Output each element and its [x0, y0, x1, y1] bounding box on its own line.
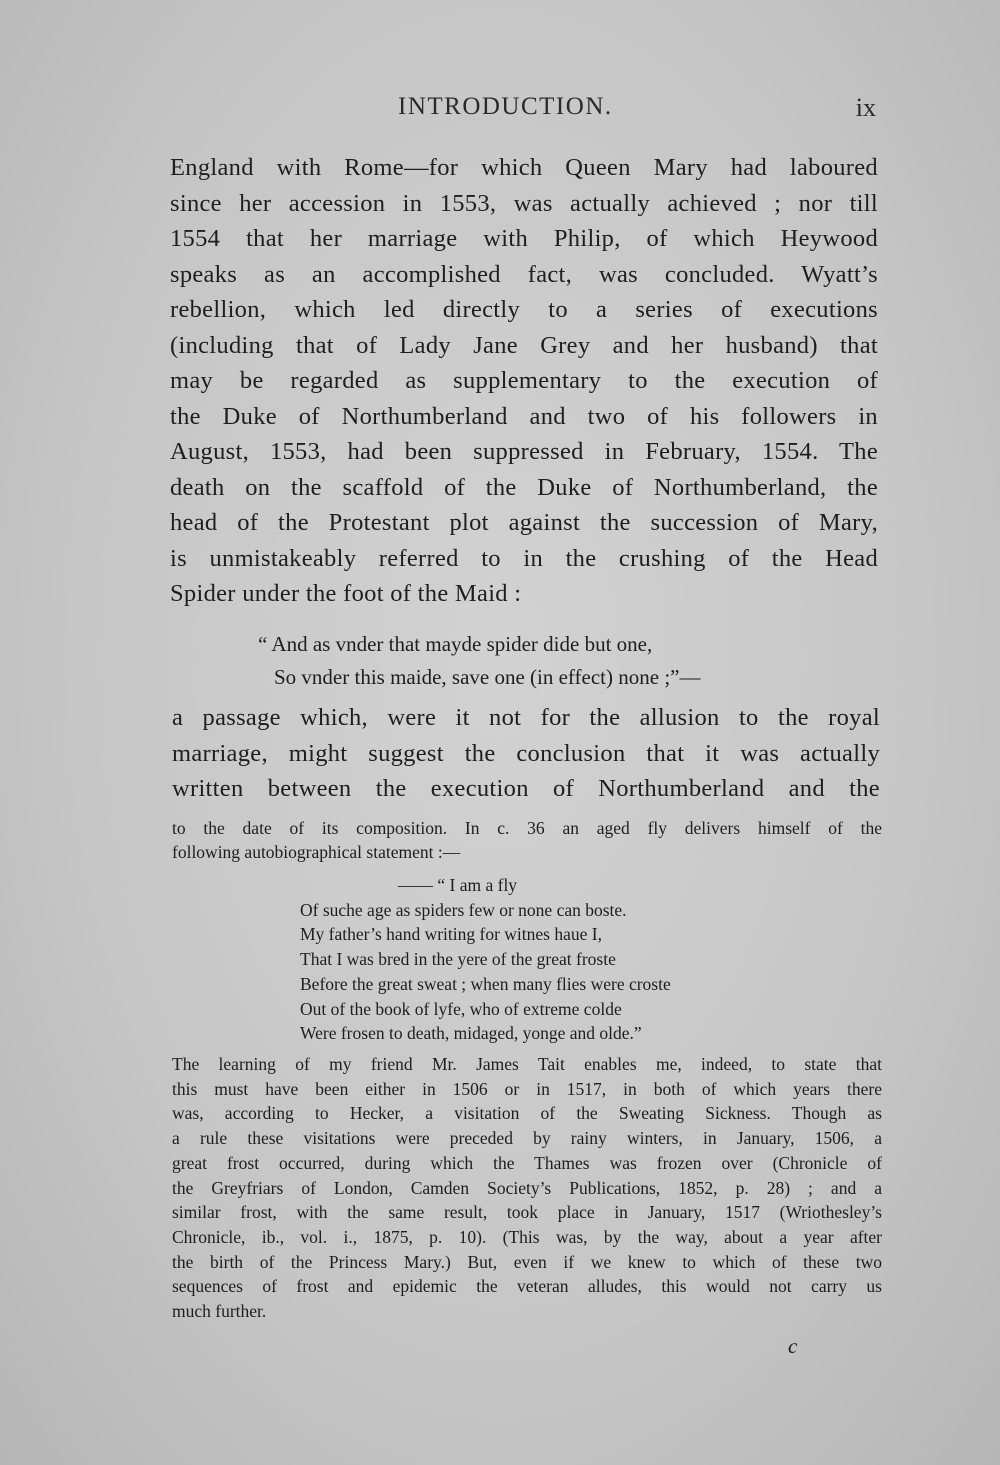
footnote-line: similar frost, with the same result, took place in January, 1517 (Wriothesley’s: [172, 1202, 882, 1223]
footnote-intro: [172, 816, 882, 864]
text-line: death on the scaffold of the Duke of Northumberland, the: [170, 473, 878, 501]
verse-line: —— “ I am a fly: [398, 875, 518, 895]
footnote-line: sequences of frost and epidemic the veteran alludes, this would not carry us: [172, 1276, 882, 1297]
main-paragraph-continued: [172, 700, 880, 807]
footnote-line: The learning of my friend Mr. James Tait enables me, indeed, to state that: [172, 1054, 882, 1074]
footnote-line: much further.: [172, 1301, 267, 1322]
text-line: a passage which, were it not for the allusion to the royal: [172, 704, 880, 731]
text-line: speaks as an accomplished fact, was concluded. Wyatt’s: [170, 260, 878, 288]
footnote-line: great frost occurred, during which the Thames was frozen over (Chronicle of: [172, 1152, 882, 1173]
footnote-body: [172, 1052, 882, 1324]
running-head: [0, 93, 1000, 133]
footnote-verse: [300, 873, 671, 1046]
footnote-line: following autobiographical statement :—: [172, 842, 461, 862]
verse-line: Were frosen to death, midaged, yonge and olde.”: [300, 1023, 642, 1044]
text-line: (including that of Lady Jane Grey and her husband) that: [170, 331, 878, 359]
text-line: since her accession in 1553, was actually achieved ; nor till: [170, 189, 878, 217]
verse-line: Before the great sweat ; when many flies were croste: [300, 973, 671, 994]
text-line: Spider under the foot of the Maid :: [170, 580, 522, 607]
running-head-title: INTRODUCTION.: [398, 93, 613, 120]
text-line: written between the execution of Northumberland and the: [172, 775, 880, 802]
page-number: ix: [855, 93, 876, 122]
verse-quotation: [258, 628, 700, 694]
footnote-line: Chronicle, ib., vol. i., 1875, p. 10). (This was, by the way, about a year after: [172, 1226, 882, 1247]
text-line: marriage, might suggest the conclusion that it was actually: [172, 739, 880, 767]
footnote-line: the birth of the Princess Mary.) But, even if we knew to which of these two: [172, 1251, 882, 1272]
verse-line: “ And as vnder that mayde spider dide but one,: [258, 632, 653, 656]
signature-mark: c: [788, 1334, 798, 1358]
verse-line: That I was bred in the yere of the great froste: [300, 949, 616, 970]
text-line: head of the Protestant plot against the succession of Mary,: [170, 509, 878, 536]
text-line: 1554 that her marriage with Philip, of which Heywood: [170, 225, 878, 252]
footnote-line: the Greyfriars of London, Camden Society’s Publications, 1852, p. 28) ; and a: [172, 1177, 882, 1198]
verse-line: So vnder this maide, save one (in effect) none ;”—: [274, 665, 701, 689]
text-line: August, 1553, had been suppressed in February, 1554. The: [170, 438, 878, 465]
text-line: England with Rome—for which Queen Mary had laboured: [170, 154, 878, 181]
text-line: rebellion, which led directly to a series of executions: [170, 296, 878, 323]
verse-line: Of suche age as spiders few or none can boste.: [300, 899, 627, 920]
verse-line: My father’s hand writing for witnes haue I,: [300, 924, 602, 945]
verse-line: Out of the book of lyfe, who of extreme colde: [300, 998, 622, 1019]
text-line: may be regarded as supplementary to the execution of: [170, 367, 878, 394]
footnote-line: to the date of its composition. In c. 36 an aged fly delivers himself of the: [172, 818, 882, 838]
text-line: is unmistakeably referred to in the crushing of the Head: [170, 544, 878, 572]
footnote-line: this must have been either in 1506 or in 1517, in both of which years there: [172, 1078, 882, 1099]
text-line: the Duke of Northumberland and two of his followers in: [170, 402, 878, 430]
main-paragraph: [170, 150, 878, 612]
footnote-line: a rule these visitations were preceded by rainy winters, in January, 1506, a: [172, 1128, 882, 1149]
footnote-line: was, according to Hecker, a visitation of the Sweating Sickness. Though as: [172, 1103, 882, 1124]
